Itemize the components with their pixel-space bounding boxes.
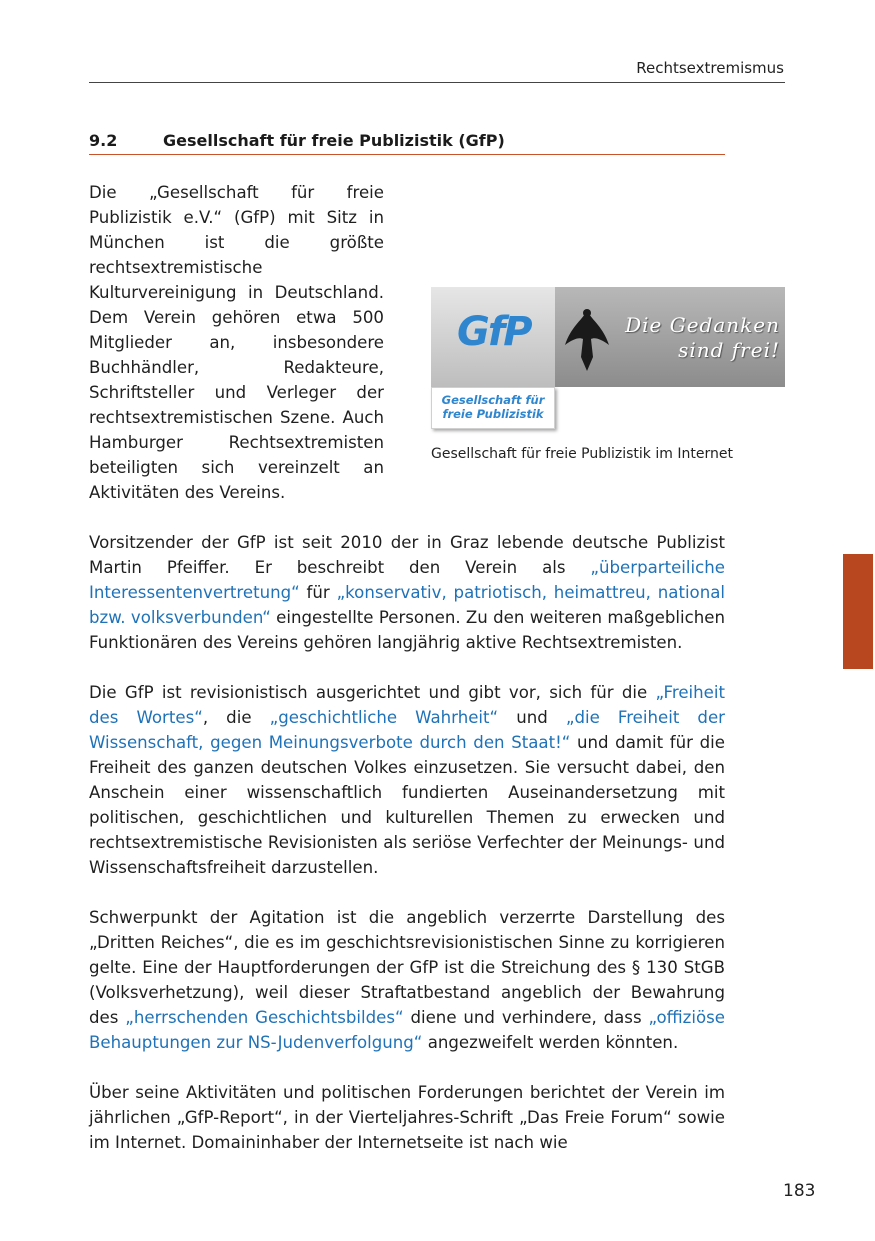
text-run: Über seine Aktivitäten und politischen Forderungen berichtet der Verein im jährlichen „GfP-Report“, in der Vierteljahres-Schrift „Das Freie Forum“ sowie im Internet. Domaininhaber der Internetseite ist nach wie [89, 1083, 725, 1152]
header-rule [89, 82, 785, 83]
gfp-logo-tag [431, 387, 555, 429]
text-run: und damit für die Freiheit des ganzen deutschen Volkes einzusetzen. Sie versucht dabei, den Anschein einer wissenschaftlich fundierten Auseinandersetzung mit politischen, geschichtlichen und kulturellen Themen zu erwecken und rechtsextremistische Revisionisten als seriöse Verfechter der Meinungs- und Wissenschaftsfreiheit darzustellen. [89, 733, 725, 877]
figure-caption: Gesellschaft für freie Publizistik im Internet [431, 446, 733, 462]
quoted-phrase: „Freiheit des Wortes“ [89, 683, 725, 727]
gfp-logo: GfP [457, 309, 531, 355]
text-run: Schwerpunkt der Agitation ist die angeblich verzerrte Darstellung des „Dritten Reiches“, die es im geschichtsrevisionistischen Sinne zu korrigieren gelte. Eine der Hauptforderungen der GfP ist die Streichung des § 130 StGB (Volksverhetzung), weil dieser Straftatbestand angeblich der Bewahrung des [89, 908, 725, 1027]
slogan-panel [555, 287, 785, 387]
quoted-phrase: „überparteiliche Interessentenvertretung“ [89, 558, 725, 602]
text-run: eingestellte Personen. Zu den weiteren maßgeblichen Funktionären des Vereins gehören langjährig aktive Rechtsextremisten. [89, 608, 725, 652]
chapter-tab-marker [843, 554, 873, 669]
text-run: , die [202, 708, 270, 727]
quoted-phrase: „konservativ, patriotisch, heimattreu, national bzw. volksverbunden“ [89, 583, 726, 627]
paragraph-3 [89, 680, 725, 880]
text-run: diene und verhindere, dass [403, 1008, 649, 1027]
text-run: Die „Gesellschaft für freie Publizistik e.V.“ (GfP) mit Sitz in München ist die größte rechtsextremistische Kulturvereinigung in Deutschland. Dem Verein gehören etwa 500 Mitglieder an, insbesondere Buchhändler, Redakteure, Schriftsteller und Verleger der rechtsextremistischen Szene. Auch Hamburger Rechtsextremisten beteiligten sich vereinzelt an Aktivitäten des Vereins. [89, 183, 384, 502]
paragraph-4 [89, 905, 725, 1055]
quoted-phrase: „herrschenden Geschichtsbildes“ [125, 1008, 404, 1027]
slogan-text [615, 313, 780, 363]
logo-tag-line-1: Gesellschaft für [441, 393, 545, 407]
quoted-phrase: „die Freiheit der Wissenschaft, gegen Meinungsverbote durch den Staat!“ [89, 708, 725, 752]
slogan-line-1: Die Gedanken [625, 313, 780, 337]
running-title: Rechtsextremismus [636, 59, 784, 77]
gfp-logo-panel [431, 287, 555, 387]
text-run: Vorsitzender der GfP ist seit 2010 der in Graz lebende deutsche Publizist Martin Pfeiffer. Er beschreibt den Verein als [89, 533, 725, 577]
gfp-banner-figure [431, 287, 785, 421]
text-run: für [299, 583, 337, 602]
section-heading [89, 131, 725, 155]
paragraph-2 [89, 530, 725, 655]
slogan-line-2: sind frei! [678, 338, 780, 362]
gfp-banner-image [431, 287, 785, 421]
page-number: 183 [783, 1181, 816, 1201]
text-run: Die GfP ist revisionistisch ausgerichtet und gibt vor, sich für die [89, 683, 656, 702]
section-number: 9.2 [89, 131, 118, 150]
eagle-icon [563, 301, 611, 373]
paragraph-5 [89, 1080, 725, 1155]
text-run: und [498, 708, 566, 727]
quoted-phrase: „geschichtliche Wahrheit“ [269, 708, 499, 727]
section-title: Gesellschaft für freie Publizistik (GfP) [163, 131, 505, 150]
quoted-phrase: „offiziöse Behauptungen zur NS-Judenverfolgung“ [89, 1008, 725, 1052]
logo-tag-line-2: freie Publizistik [442, 407, 544, 421]
text-run: angezweifelt werden könnten. [422, 1033, 679, 1052]
